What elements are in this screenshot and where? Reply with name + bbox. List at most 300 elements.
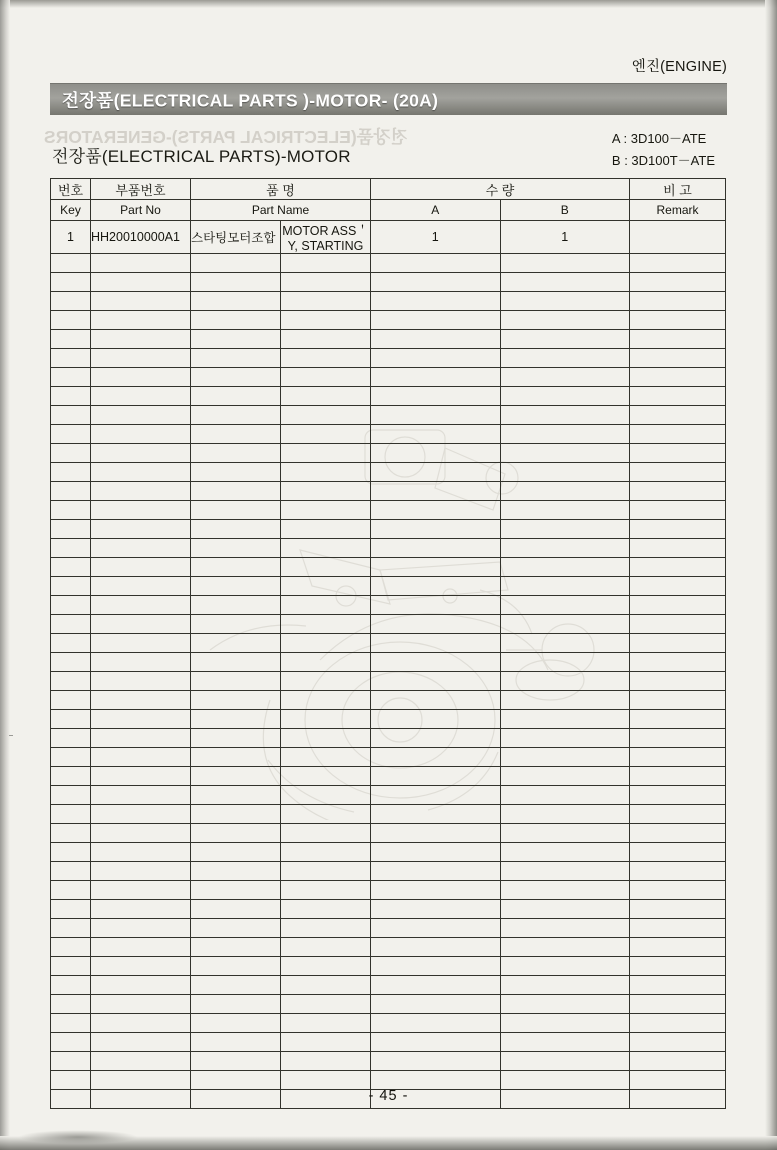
cell-name-en (281, 691, 371, 710)
cell-key (51, 843, 91, 862)
cell-key (51, 1033, 91, 1052)
cell-qty-b (500, 767, 630, 786)
table-row (51, 463, 726, 482)
cell-name-kr (191, 786, 281, 805)
table-row (51, 425, 726, 444)
cell-part-no (91, 995, 191, 1014)
cell-part-no (91, 672, 191, 691)
table-row (51, 349, 726, 368)
cell-qty-b (500, 900, 630, 919)
table-row (51, 368, 726, 387)
cell-remark (630, 1033, 726, 1052)
table-row (51, 539, 726, 558)
cell-name-kr (191, 1033, 281, 1052)
table-row (51, 273, 726, 292)
cell-qty-a (371, 919, 501, 938)
cell-remark (630, 482, 726, 501)
cell-name-en (281, 995, 371, 1014)
cell-name-en (281, 881, 371, 900)
table-row (51, 406, 726, 425)
cell-part-no (91, 1014, 191, 1033)
cell-name-en (281, 330, 371, 349)
cell-qty-b (500, 1033, 630, 1052)
cell-part-no (91, 349, 191, 368)
cell-remark (630, 710, 726, 729)
cell-key (51, 368, 91, 387)
cell-name-kr (191, 539, 281, 558)
cell-name-kr (191, 558, 281, 577)
cell-name-en (281, 1014, 371, 1033)
cell-part-no (91, 406, 191, 425)
cell-remark (630, 881, 726, 900)
cell-name-kr (191, 729, 281, 748)
cell-name-en (281, 596, 371, 615)
cell-part-no (91, 368, 191, 387)
cell-remark (630, 520, 726, 539)
cell-name-en (281, 406, 371, 425)
cell-name-kr (191, 957, 281, 976)
cell-name-kr (191, 444, 281, 463)
table-row (51, 672, 726, 691)
cell-qty-b (500, 862, 630, 881)
cell-qty-b (500, 596, 630, 615)
cell-key (51, 748, 91, 767)
cell-qty-b (500, 634, 630, 653)
cell-part-no (91, 805, 191, 824)
cell-name-kr (191, 843, 281, 862)
cell-part-no (91, 596, 191, 615)
cell-remark (630, 577, 726, 596)
parts-table-wrapper (50, 178, 726, 1073)
cell-key (51, 577, 91, 596)
cell-qty-b (500, 710, 630, 729)
cell-name-en (281, 1071, 371, 1090)
table-row (51, 615, 726, 634)
table-row (51, 596, 726, 615)
table-row (51, 1033, 726, 1052)
cell-remark (630, 653, 726, 672)
table-row (51, 824, 726, 843)
cell-qty-b (500, 672, 630, 691)
table-row (51, 520, 726, 539)
cell-key (51, 862, 91, 881)
cell-qty-b (500, 691, 630, 710)
header-name-en: Part Name (191, 200, 371, 221)
cell-remark (630, 221, 726, 254)
cell-key (51, 311, 91, 330)
cell-remark (630, 938, 726, 957)
cell-qty-b (500, 786, 630, 805)
cell-remark (630, 1071, 726, 1090)
cell-name-en (281, 938, 371, 957)
cell-qty-b (500, 1071, 630, 1090)
cell-name-en (281, 254, 371, 273)
header-qty-b: B (500, 200, 630, 221)
cell-name-en (281, 273, 371, 292)
cell-part-no (91, 710, 191, 729)
cell-name-kr (191, 938, 281, 957)
cell-part-no (91, 330, 191, 349)
cell-qty-b (500, 976, 630, 995)
cell-qty-a (371, 292, 501, 311)
cell-name-en (281, 710, 371, 729)
cell-qty-b (500, 482, 630, 501)
cell-part-no (91, 976, 191, 995)
cell-remark (630, 995, 726, 1014)
cell-qty-a (371, 254, 501, 273)
header-qty-kr: 수 량 (371, 179, 630, 200)
table-row (51, 653, 726, 672)
cell-name-en (281, 919, 371, 938)
cell-remark (630, 349, 726, 368)
cell-qty-a (371, 767, 501, 786)
cell-remark (630, 1014, 726, 1033)
cell-name-kr (191, 615, 281, 634)
cell-part-no (91, 387, 191, 406)
cell-qty-b (500, 577, 630, 596)
cell-name-kr (191, 349, 281, 368)
cell-name-kr (191, 634, 281, 653)
cell-key (51, 900, 91, 919)
cell-qty-a (371, 311, 501, 330)
cell-name-en (281, 634, 371, 653)
cell-part-no (91, 767, 191, 786)
cell-qty-b (500, 425, 630, 444)
cell-qty-b (500, 273, 630, 292)
table-row (51, 634, 726, 653)
cell-name-kr (191, 292, 281, 311)
cell-qty-b (500, 615, 630, 634)
cell-part-no (91, 862, 191, 881)
cell-qty-b (500, 938, 630, 957)
cell-qty-a (371, 672, 501, 691)
cell-key (51, 805, 91, 824)
header-qty-a: A (371, 200, 501, 221)
cell-qty-b (500, 558, 630, 577)
cell-key (51, 539, 91, 558)
cell-name-en (281, 577, 371, 596)
cell-qty-a (371, 368, 501, 387)
cell-name-kr (191, 995, 281, 1014)
cell-part-no (91, 881, 191, 900)
cell-part-no (91, 482, 191, 501)
parts-table (50, 178, 726, 1109)
cell-name-en (281, 463, 371, 482)
cell-name-kr (191, 577, 281, 596)
cell-part-no (91, 292, 191, 311)
cell-key (51, 672, 91, 691)
cell-qty-a (371, 995, 501, 1014)
cell-qty-a (371, 444, 501, 463)
table-row (51, 748, 726, 767)
cell-name-kr (191, 1071, 281, 1090)
cell-key (51, 938, 91, 957)
cell-qty-a (371, 653, 501, 672)
cell-remark (630, 463, 726, 482)
cell-name-kr (191, 919, 281, 938)
cell-qty-a (371, 387, 501, 406)
cell-qty-b (500, 843, 630, 862)
table-row (51, 501, 726, 520)
table-row (51, 444, 726, 463)
cell-remark (630, 919, 726, 938)
cell-name-en (281, 311, 371, 330)
cell-qty-a (371, 596, 501, 615)
cell-part-no (91, 653, 191, 672)
cell-qty-b (500, 919, 630, 938)
cell-qty-a (371, 577, 501, 596)
table-row (51, 1052, 726, 1071)
page-subtitle: 전장품(ELECTRICAL PARTS)-MOTOR (52, 147, 351, 166)
table-row (51, 221, 726, 254)
cell-name-kr (191, 805, 281, 824)
header-remark-kr: 비 고 (630, 179, 726, 200)
cell-name-kr (191, 425, 281, 444)
cell-remark (630, 311, 726, 330)
cell-key (51, 501, 91, 520)
cell-remark (630, 292, 726, 311)
cell-part-no (91, 577, 191, 596)
cell-name-kr (191, 273, 281, 292)
table-row (51, 786, 726, 805)
table-row (51, 900, 726, 919)
cell-qty-b (500, 349, 630, 368)
cell-key (51, 729, 91, 748)
cell-qty-a (371, 425, 501, 444)
cell-key (51, 425, 91, 444)
cell-name-kr (191, 824, 281, 843)
title-bar (50, 83, 727, 115)
cell-key (51, 406, 91, 425)
cell-name-en (281, 425, 371, 444)
cell-qty-b (500, 1014, 630, 1033)
cell-qty-b (500, 653, 630, 672)
cell-remark (630, 957, 726, 976)
cell-name-kr (191, 520, 281, 539)
cell-qty-b (500, 1052, 630, 1071)
cell-remark (630, 843, 726, 862)
cell-remark (630, 406, 726, 425)
cell-part-no (91, 463, 191, 482)
cell-part-no: HH20010000A1 (91, 221, 191, 254)
cell-part-no (91, 444, 191, 463)
cell-remark (630, 425, 726, 444)
cell-qty-a (371, 900, 501, 919)
cell-name-kr (191, 862, 281, 881)
header-key-en: Key (51, 200, 91, 221)
bleed-through-ghost-text: 전장품(ELECTRICAL PARTS)-GENERATORS (44, 127, 408, 147)
cell-name-en (281, 786, 371, 805)
scan-edge-right (765, 0, 777, 1150)
cell-qty-a (371, 862, 501, 881)
cell-qty-a: 1 (371, 221, 501, 254)
cell-name-kr (191, 501, 281, 520)
cell-remark (630, 805, 726, 824)
cell-qty-b (500, 520, 630, 539)
cell-qty-b (500, 311, 630, 330)
cell-key (51, 387, 91, 406)
table-row (51, 292, 726, 311)
cell-part-no (91, 1033, 191, 1052)
table-row (51, 995, 726, 1014)
cell-qty-a (371, 786, 501, 805)
cell-qty-a (371, 691, 501, 710)
scan-edge-left (0, 0, 10, 1150)
cell-name-kr (191, 330, 281, 349)
cell-qty-a (371, 824, 501, 843)
cell-part-no (91, 501, 191, 520)
cell-qty-a (371, 349, 501, 368)
cell-remark (630, 900, 726, 919)
cell-key (51, 273, 91, 292)
cell-remark (630, 672, 726, 691)
cell-remark (630, 558, 726, 577)
table-header-row-kr (51, 179, 726, 200)
cell-key (51, 1071, 91, 1090)
cell-qty-a (371, 938, 501, 957)
cell-name-kr (191, 748, 281, 767)
cell-remark (630, 615, 726, 634)
cell-key (51, 995, 91, 1014)
table-row (51, 311, 726, 330)
cell-qty-b: 1 (500, 221, 630, 254)
cell-key (51, 292, 91, 311)
cell-name-en (281, 482, 371, 501)
cell-name-kr (191, 463, 281, 482)
cell-name-en (281, 672, 371, 691)
cell-name-kr (191, 482, 281, 501)
cell-part-no (91, 254, 191, 273)
cell-key (51, 615, 91, 634)
cell-part-no (91, 520, 191, 539)
cell-key (51, 767, 91, 786)
cell-part-no (91, 634, 191, 653)
cell-qty-a (371, 957, 501, 976)
cell-qty-a (371, 406, 501, 425)
cell-name-kr (191, 1052, 281, 1071)
cell-name-en (281, 767, 371, 786)
header-partno-en: Part No (91, 200, 191, 221)
table-row (51, 976, 726, 995)
cell-qty-b (500, 748, 630, 767)
cell-name-kr (191, 691, 281, 710)
cell-qty-b (500, 539, 630, 558)
cell-key (51, 330, 91, 349)
table-row (51, 558, 726, 577)
cell-qty-a (371, 1033, 501, 1052)
cell-part-no (91, 843, 191, 862)
cell-remark (630, 691, 726, 710)
cell-name-en (281, 900, 371, 919)
cell-remark (630, 254, 726, 273)
cell-part-no (91, 1052, 191, 1071)
cell-qty-a (371, 273, 501, 292)
cell-key (51, 824, 91, 843)
cell-qty-b (500, 387, 630, 406)
cell-name-en: MOTOR ASS＇Y, STARTING (281, 221, 371, 254)
cell-remark (630, 501, 726, 520)
cell-qty-b (500, 444, 630, 463)
cell-key (51, 634, 91, 653)
cell-name-en (281, 653, 371, 672)
variant-list (612, 128, 715, 172)
cell-key (51, 976, 91, 995)
cell-qty-a (371, 881, 501, 900)
cell-name-kr (191, 881, 281, 900)
cell-qty-a (371, 1052, 501, 1071)
cell-remark (630, 539, 726, 558)
title-bar-text: 전장품(ELECTRICAL PARTS )-MOTOR- (20A) (62, 90, 439, 110)
cell-qty-a (371, 482, 501, 501)
cell-key (51, 786, 91, 805)
cell-qty-b (500, 254, 630, 273)
cell-part-no (91, 1071, 191, 1090)
table-row (51, 862, 726, 881)
header-key-kr: 번호 (51, 179, 91, 200)
cell-part-no (91, 748, 191, 767)
cell-name-kr (191, 1014, 281, 1033)
cell-name-en (281, 539, 371, 558)
cell-qty-a (371, 558, 501, 577)
cell-name-kr: 스타팅모터조합 (191, 221, 281, 254)
cell-qty-a (371, 976, 501, 995)
cell-name-kr (191, 672, 281, 691)
cell-name-en (281, 520, 371, 539)
cell-part-no (91, 691, 191, 710)
cell-part-no (91, 425, 191, 444)
header-partno-kr: 부품번호 (91, 179, 191, 200)
cell-qty-b (500, 957, 630, 976)
cell-name-en (281, 444, 371, 463)
cell-name-kr (191, 900, 281, 919)
cell-key (51, 482, 91, 501)
header-name-kr: 품 명 (191, 179, 371, 200)
cell-remark (630, 862, 726, 881)
variant-b: B : 3D100T－ATE (611, 153, 715, 168)
cell-name-en (281, 1033, 371, 1052)
cell-key: 1 (51, 221, 91, 254)
cell-qty-a (371, 330, 501, 349)
cell-name-en (281, 387, 371, 406)
cell-key (51, 254, 91, 273)
cell-name-en (281, 976, 371, 995)
cell-qty-a (371, 843, 501, 862)
cell-part-no (91, 900, 191, 919)
cell-key (51, 957, 91, 976)
cell-part-no (91, 273, 191, 292)
table-header-row-en (51, 200, 726, 221)
cell-part-no (91, 919, 191, 938)
cell-key (51, 596, 91, 615)
cell-remark (630, 1052, 726, 1071)
cell-remark (630, 634, 726, 653)
cell-remark (630, 786, 726, 805)
cell-part-no (91, 957, 191, 976)
cell-name-en (281, 824, 371, 843)
cell-name-kr (191, 368, 281, 387)
table-row (51, 729, 726, 748)
scan-smudge (18, 1130, 138, 1144)
cell-remark (630, 368, 726, 387)
table-row (51, 1071, 726, 1090)
cell-name-en (281, 368, 371, 387)
page-number: - 45 - (368, 1088, 409, 1104)
cell-name-kr (191, 767, 281, 786)
cell-key (51, 1052, 91, 1071)
cell-qty-a (371, 615, 501, 634)
cell-name-kr (191, 406, 281, 425)
cell-qty-a (371, 520, 501, 539)
